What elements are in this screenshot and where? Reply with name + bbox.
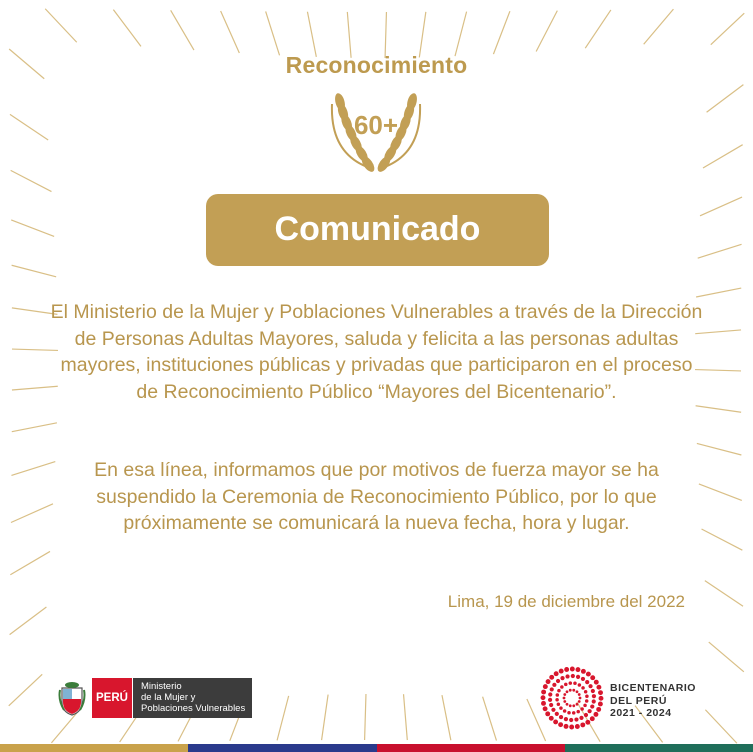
ray-line <box>700 197 742 216</box>
ray-line <box>455 12 467 57</box>
ray-line <box>221 11 240 53</box>
ray-line <box>12 423 57 432</box>
strip-segment-gold <box>0 744 188 752</box>
comunicado-banner: Comunicado <box>206 194 549 266</box>
ray-line <box>702 529 743 550</box>
ray-line <box>707 85 744 113</box>
ray-line <box>705 710 737 743</box>
coat-of-arms-icon <box>58 680 86 716</box>
bicentenario-text <box>610 682 696 720</box>
ray-line <box>483 697 497 741</box>
ray-line <box>12 265 57 277</box>
ray-line <box>11 220 54 236</box>
ray-line <box>698 244 742 258</box>
ray-line <box>536 11 557 52</box>
ray-line <box>585 10 611 48</box>
body-paragraph-1: El Ministerio de la Mujer y Poblaciones Vulnerables a través de la Dirección de Personas Adultas Mayores, saluda y felicita a las personas adultas mayores, instituciones públicas y privadas que participaron en el proceso de Reconocimiento Público “Mayores del Bicentenario”. <box>50 301 703 403</box>
ray-line <box>696 406 742 413</box>
ray-line <box>10 607 47 635</box>
strip-segment-red <box>377 744 565 752</box>
ministry-line-2: de la Mujer y <box>141 692 196 703</box>
ray-line <box>266 11 280 55</box>
bicentenario-line-1: BICENTENARIO <box>610 682 696 694</box>
ray-line <box>697 443 742 455</box>
bicentenario-logo <box>540 666 710 730</box>
ray-line <box>307 12 316 57</box>
ray-line <box>419 12 426 58</box>
ministry-line-1: Ministerio <box>141 681 182 692</box>
bicentenario-line-3: 2021 - 2024 <box>610 707 672 719</box>
ray-line <box>347 12 351 58</box>
strip-segment-blue <box>188 744 376 752</box>
ray-line <box>644 9 674 44</box>
ray-line <box>696 288 741 297</box>
ray-line <box>322 695 329 741</box>
date-line: Lima, 19 de diciembre del 2022 <box>447 592 685 611</box>
peru-label: PERÚ <box>92 678 132 718</box>
bicentenario-line-2: DEL PERÚ <box>610 694 667 707</box>
ray-line <box>9 674 42 706</box>
ray-line <box>171 10 194 50</box>
ray-line <box>493 11 509 54</box>
ray-line <box>365 694 366 740</box>
ray-line <box>277 696 289 741</box>
ray-line <box>711 13 744 45</box>
ministry-line-3: Poblaciones Vulnerables <box>141 703 246 714</box>
ministry-logo <box>58 678 252 718</box>
ray-line <box>45 9 77 42</box>
body-paragraph-2: En esa línea, informamos que por motivos de fuerza mayor se ha suspendido la Ceremonia de Reconocimiento Público, por lo que próximamente se comunicará la nueva fecha, hora y lugar. <box>94 459 659 534</box>
ray-line <box>705 581 743 607</box>
ministry-label <box>133 678 252 718</box>
ray-line <box>404 694 408 740</box>
ray-line <box>11 504 53 523</box>
ray-line <box>10 114 48 140</box>
bicentenario-burst-icon <box>540 666 604 730</box>
ray-line <box>113 10 141 47</box>
ray-line <box>10 551 50 574</box>
ray-line <box>709 642 744 672</box>
bottom-color-strip <box>0 744 753 752</box>
emblem-text: 60+ <box>353 110 399 140</box>
strip-segment-green <box>565 744 753 752</box>
ray-line <box>703 145 743 168</box>
header-title: Reconocimiento <box>285 52 468 78</box>
ray-line <box>699 484 742 500</box>
ray-line <box>11 170 52 191</box>
ray-line <box>442 695 451 740</box>
laurel-wreath-icon <box>322 84 430 174</box>
